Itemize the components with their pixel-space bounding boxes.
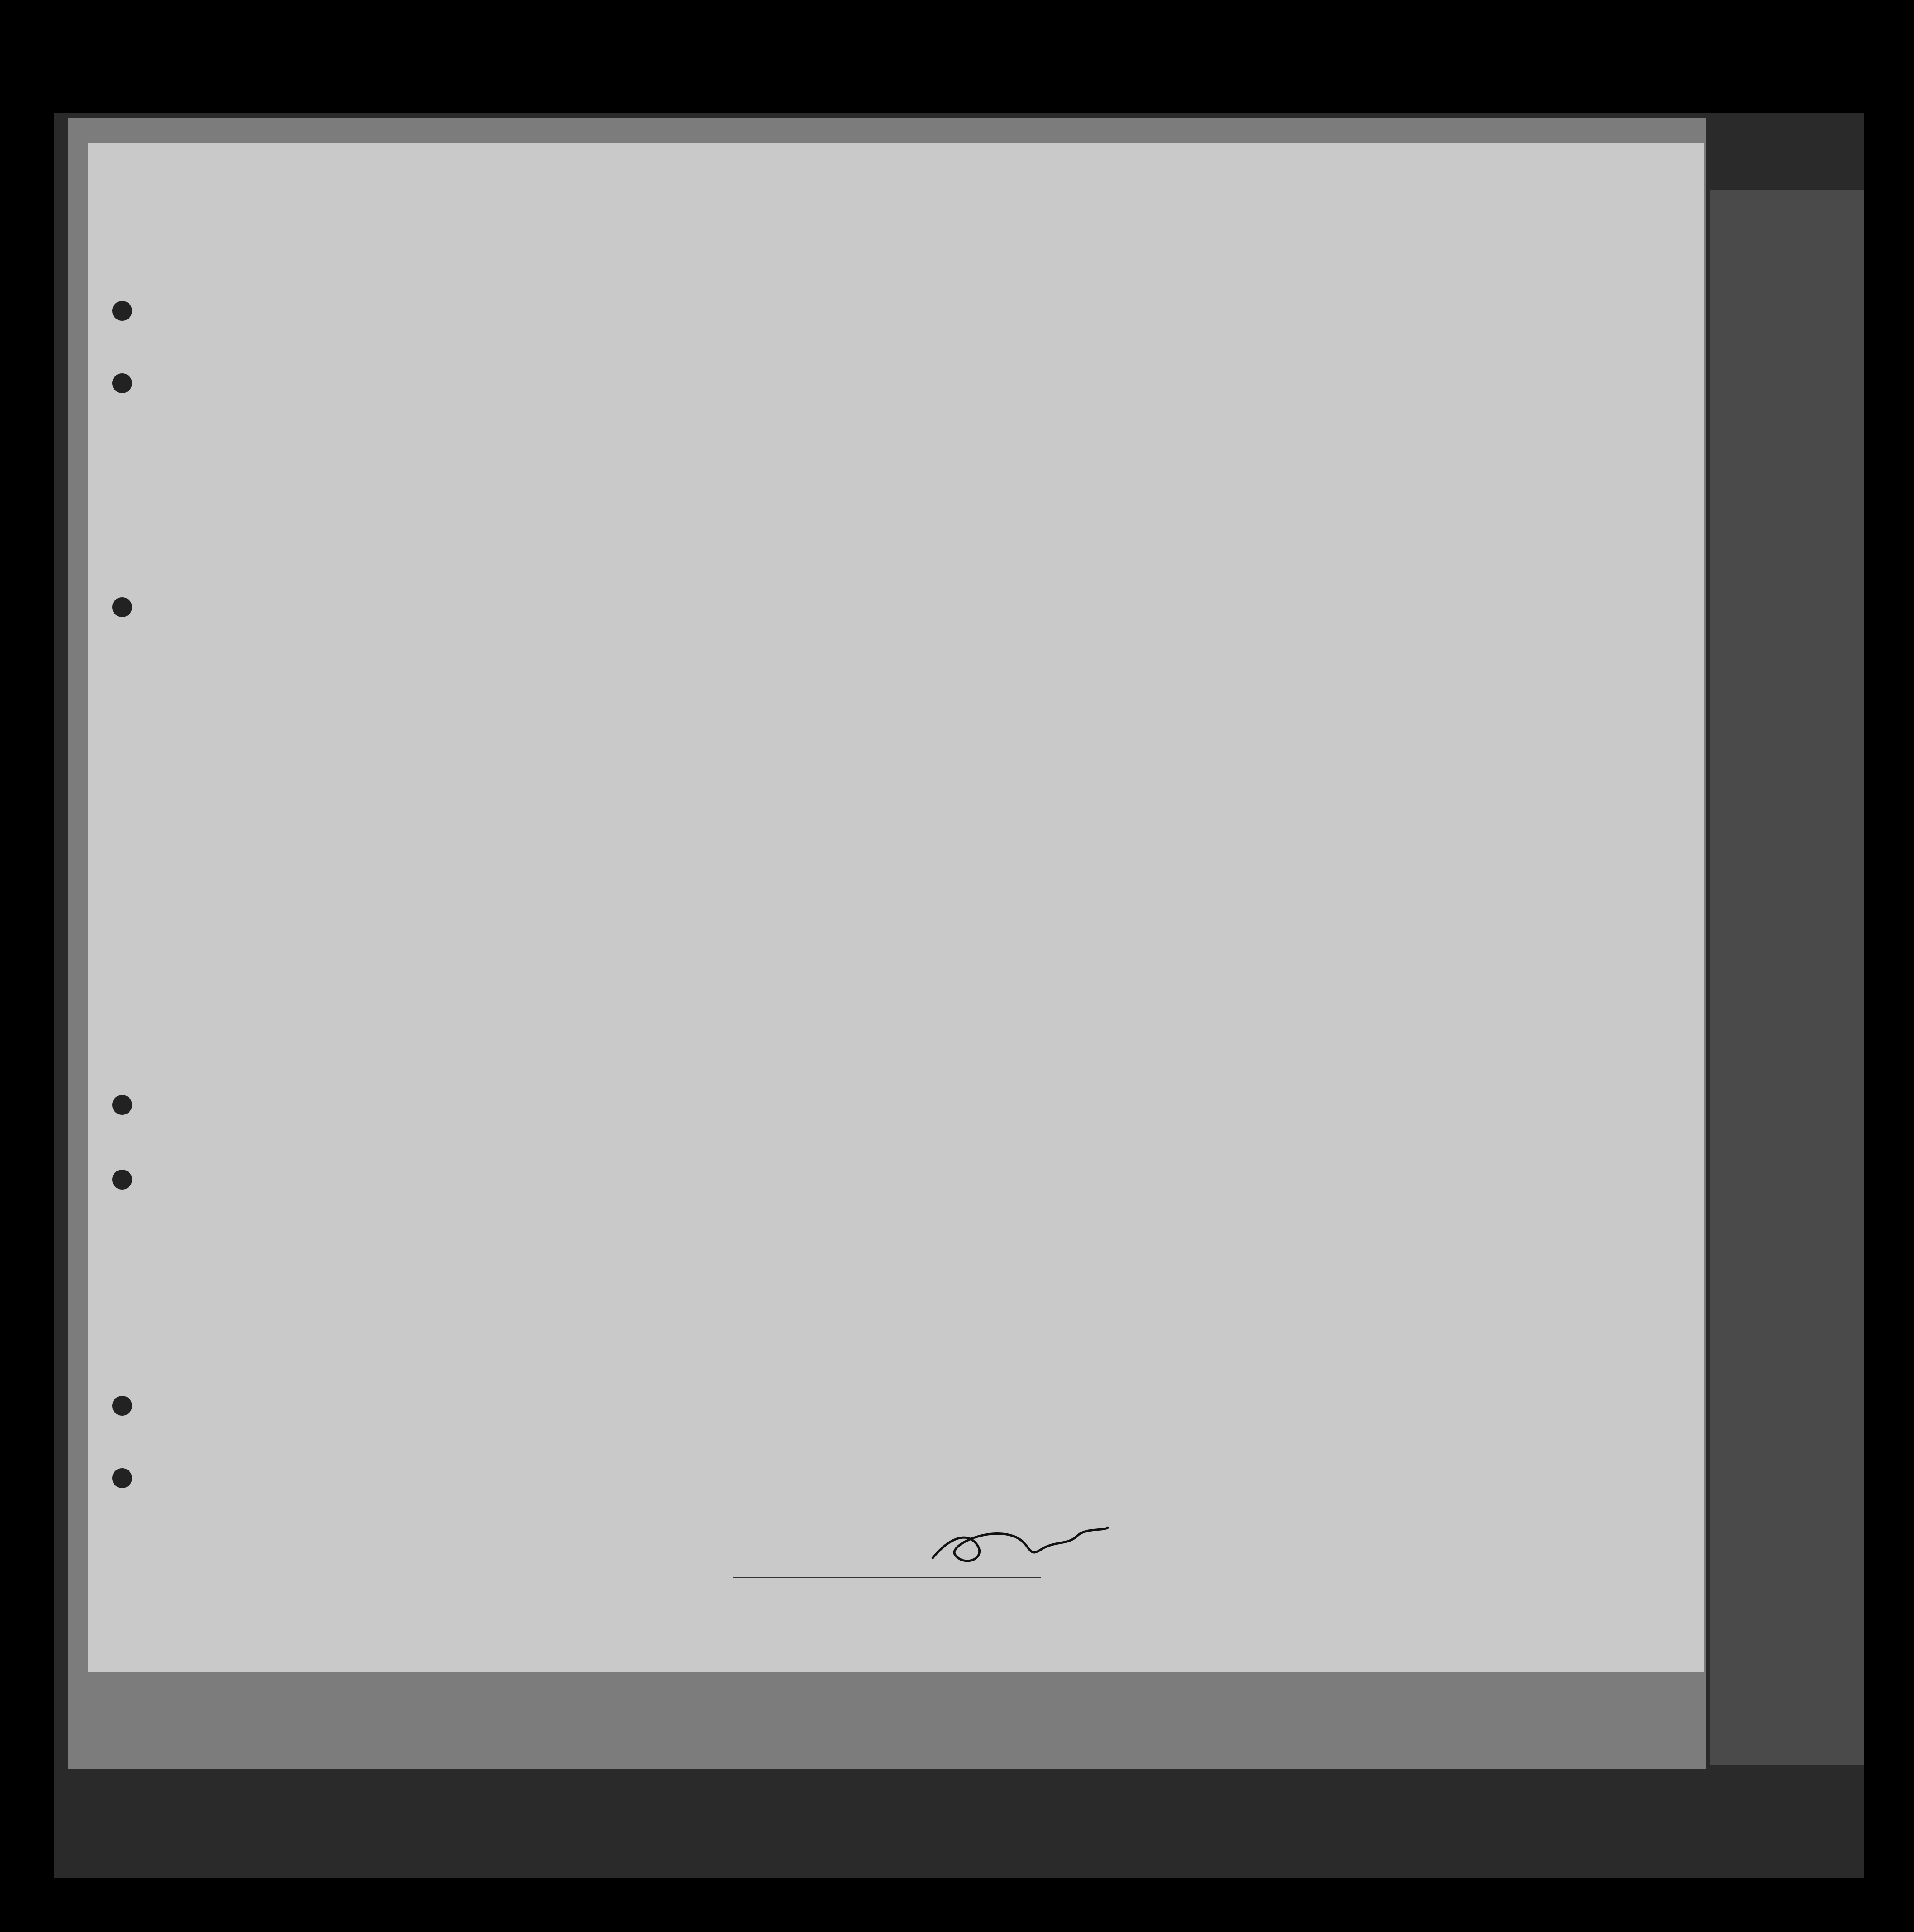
underlying-page-right	[1710, 190, 1864, 1765]
crew-table	[97, 321, 1708, 1516]
inspector-signature-line	[733, 1577, 1041, 1578]
punch-hole	[112, 301, 132, 321]
inspector-signature	[923, 1518, 1113, 1572]
